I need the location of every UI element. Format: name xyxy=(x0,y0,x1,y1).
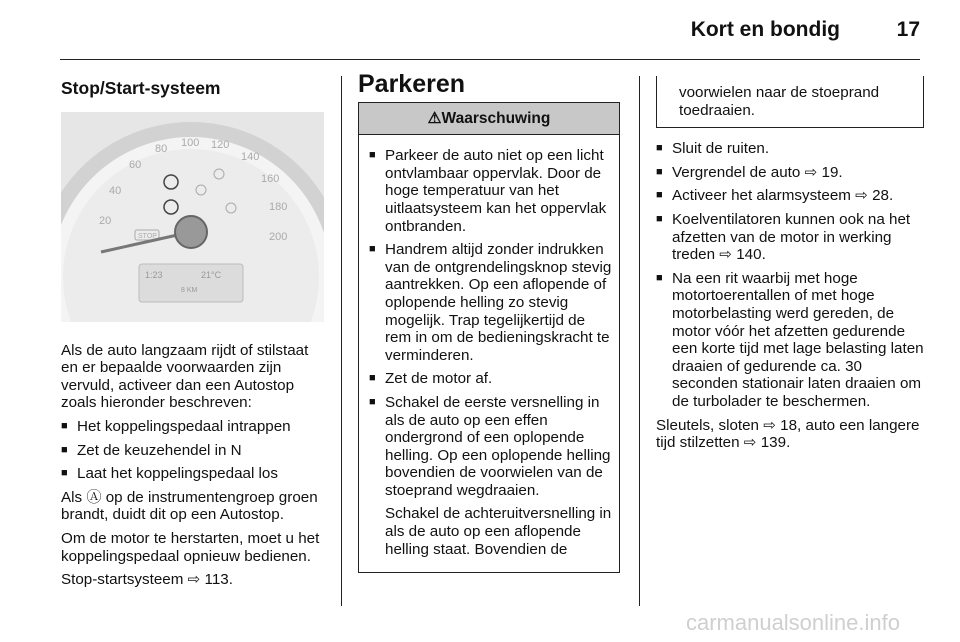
list-item: ■ Koelventilatoren kunnen ook na het afzetten van de motor in werking treden ⇨ 140. xyxy=(656,211,924,264)
watermark: carmanualsonline.info xyxy=(685,610,900,635)
speed-label: 160 xyxy=(261,172,280,185)
instrument-cluster-image xyxy=(61,112,324,322)
section-title-stop-start: Stop/Start-systeem xyxy=(61,78,221,98)
stop-start-reference: Stop-startsysteem ⇨ 113. xyxy=(61,571,233,589)
display-time: 1:23 xyxy=(145,269,163,280)
needle-hub xyxy=(175,216,207,248)
warning-box xyxy=(358,102,620,574)
list-item: ■ Schakel de eerste versnelling in als de auto op een effen ondergrond of een oplopende helling. Op een oplopende helling bovendien de voorwielen van de stoeprand wegdraaien. xyxy=(369,394,613,500)
cross-reference-paragraph: Sleutels, sloten ⇨ 18, auto een langere tijd stilzetten ⇨ 139. xyxy=(656,416,920,452)
page-number: 17 xyxy=(896,18,920,41)
autostop-indicator-paragraph: Als Ⓐ op de instrumentengroep groen brandt, duidt dit op een Autostop. xyxy=(61,488,318,524)
stop-label: STOP xyxy=(138,232,157,240)
warning-body xyxy=(359,135,619,572)
warning-list xyxy=(369,147,613,499)
reverse-gear-paragraph: Schakel de achteruitversnelling in als de auto op een aflopende helling staat. Bovendien de xyxy=(385,505,612,558)
speed-label: 80 xyxy=(155,142,168,155)
list-item: ■ Handrem altijd zonder indrukken van de ontgrendelingsknop stevig aantrekken. Op een aflopende of oplopende helling zo stevig mogelijk. Trap tegelijkertijd de rem in om de bedieningskracht te verminderen. xyxy=(369,241,613,364)
speed-label: 60 xyxy=(129,158,142,171)
restart-paragraph: Om de motor te herstarten, moet u het koppelingspedaal opnieuw bedienen. xyxy=(61,529,320,565)
autostop-steps xyxy=(61,418,326,483)
display-km: 8 KM xyxy=(181,286,198,294)
header-rule xyxy=(60,59,920,60)
list-item: ■ Het koppelingspedaal intrappen xyxy=(61,418,326,436)
list-item: ■ Zet de motor af. xyxy=(369,370,613,388)
display-temp: 21°C xyxy=(201,269,222,280)
column-divider-2 xyxy=(639,76,640,606)
list-item: ■ Activeer het alarmsysteem ⇨ 28. xyxy=(656,187,924,205)
parking-list xyxy=(656,140,924,410)
column-parkeren xyxy=(358,70,620,573)
warning-header: ⚠Waarschuwing xyxy=(359,102,619,136)
list-item: ■ Sluit de ruiten. xyxy=(656,140,924,158)
list-item: ■ Parkeer de auto niet op een licht ontvlambaar oppervlak. Door de hoge temperatuur van het uitlaatsysteem kan het oppervlak ontbranden. xyxy=(369,147,613,235)
speed-label: 100 xyxy=(181,136,200,149)
section-title-parkeren: Parkeren xyxy=(358,70,466,98)
speed-label: 20 xyxy=(99,214,112,227)
speed-label: 140 xyxy=(241,150,260,163)
header-title: Kort en bondig xyxy=(690,18,840,41)
list-item: ■ Vergrendel de auto ⇨ 19. xyxy=(656,164,924,182)
warning-continuation-text: voorwielen naar de stoeprand toedraaien. xyxy=(679,84,880,119)
column-stop-start xyxy=(61,76,326,595)
column-parkeren-continued xyxy=(656,76,924,458)
speed-label: 180 xyxy=(269,200,288,213)
column-divider-1 xyxy=(341,76,342,606)
intro-paragraph: Als de auto langzaam rijdt of stilstaat en er bepaalde voorwaarden zijn vervuld, activeer dan een Autostop zoals hieronder beschreven: xyxy=(61,341,309,412)
speed-label: 40 xyxy=(109,184,122,197)
speed-label: 200 xyxy=(269,230,288,243)
warning-continuation-box xyxy=(656,76,924,128)
speed-label: 120 xyxy=(211,138,230,151)
list-item: ■ Na een rit waarbij met hoge motortoerentallen of met hoge motorbelasting werd gereden, de motor vóór het afzetten gedurende een korte tijd met lage belasting laten draaien of gedurende ca. 30 seconden stationair laten draaien om de turbolader te beschermen. xyxy=(656,270,924,411)
list-item: ■ Zet de keuzehendel in N xyxy=(61,442,326,460)
list-item: ■ Laat het koppelingspedaal los xyxy=(61,465,326,483)
